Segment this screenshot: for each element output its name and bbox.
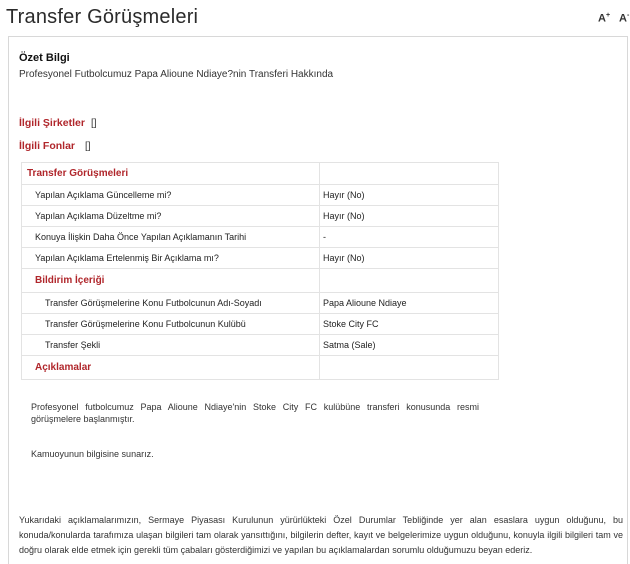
legal-disclaimer: Yukarıdaki açıklamalarımızın, Sermaye Piyasası Kurulunun yürürlükteki Özel Durumlar Tebliğinde yer alan esaslara uygun olduğunu, bu konuda/konularda tarafımıza ulaşan bilgileri tam olarak yansıttığını, bilgilerin defter, kayıt ve belgelerimize uygun olduğunu, konuyla ilgili bilgileri tam ve doğru olarak elde etmek için gerekli tüm çabaları gösterdiğimizi ve yapılan bu açıklamalardan sorumlu olduğumuzu beyan ederiz. <box>19 515 623 555</box>
font-decrease-button[interactable] <box>619 12 629 25</box>
row-label: Transfer Şekli <box>22 335 320 356</box>
table-row <box>22 227 499 248</box>
related-companies[interactable] <box>19 117 97 129</box>
row-label: Konuya İlişkin Daha Önce Yapılan Açıklamanın Tarihi <box>22 227 320 248</box>
page-title: Transfer Görüşmeleri <box>6 6 199 28</box>
font-increase-sup: + <box>605 12 611 19</box>
row-value: Papa Alioune Ndiaye <box>320 293 499 314</box>
table-row <box>22 185 499 206</box>
section-title-content: Bildirim İçeriği <box>22 269 320 293</box>
page-header <box>0 0 630 34</box>
font-decrease-sup: - <box>626 12 630 19</box>
row-label: Yapılan Açıklama Güncelleme mi? <box>22 185 320 206</box>
explanation-closing: Kamuoyunun bilgisine sunarız. <box>31 449 154 459</box>
font-increase-label: A <box>598 12 606 25</box>
row-value: - <box>320 227 499 248</box>
table-row <box>22 314 499 335</box>
section-title-transfer: Transfer Görüşmeleri <box>22 163 320 185</box>
table-row <box>22 335 499 356</box>
section-title-explanations: Açıklamalar <box>22 356 320 380</box>
row-value: Hayır (No) <box>320 248 499 269</box>
table-row <box>22 206 499 227</box>
table-section-header <box>22 356 499 380</box>
row-value: Hayır (No) <box>320 185 499 206</box>
related-funds[interactable] <box>19 140 91 152</box>
related-companies-label: İlgili Şirketler <box>19 117 85 129</box>
font-decrease-label: A <box>619 12 627 25</box>
disclosure-table <box>21 162 499 380</box>
row-value: Hayır (No) <box>320 206 499 227</box>
table-section-header <box>22 163 499 185</box>
row-label: Yapılan Açıklama Düzeltme mi? <box>22 206 320 227</box>
related-funds-value: [] <box>85 141 91 152</box>
disclosure-panel <box>8 36 628 564</box>
row-label: Transfer Görüşmelerine Konu Futbolcunun Adı-Soyadı <box>22 293 320 314</box>
row-value: Stoke City FC <box>320 314 499 335</box>
summary-title: Özet Bilgi <box>19 52 70 64</box>
table-row <box>22 293 499 314</box>
row-label: Yapılan Açıklama Ertelenmiş Bir Açıklama mı? <box>22 248 320 269</box>
summary-text: Profesyonel Futbolcumuz Papa Alioune Ndiaye?nin Transferi Hakkında <box>19 69 334 80</box>
related-funds-label: İlgili Fonlar <box>19 140 76 152</box>
explanation-paragraph: Profesyonel futbolcumuz Papa Alioune Ndiaye'nin Stoke City FC kulübüne transferi konusunda resmi görüşmelere başlanmıştır. <box>31 402 479 424</box>
related-companies-value: [] <box>90 118 97 129</box>
table-section-header <box>22 269 499 293</box>
table-row <box>22 248 499 269</box>
font-increase-button[interactable] <box>598 12 610 25</box>
row-value: Satma (Sale) <box>320 335 499 356</box>
row-label: Transfer Görüşmelerine Konu Futbolcunun Kulübü <box>22 314 320 335</box>
